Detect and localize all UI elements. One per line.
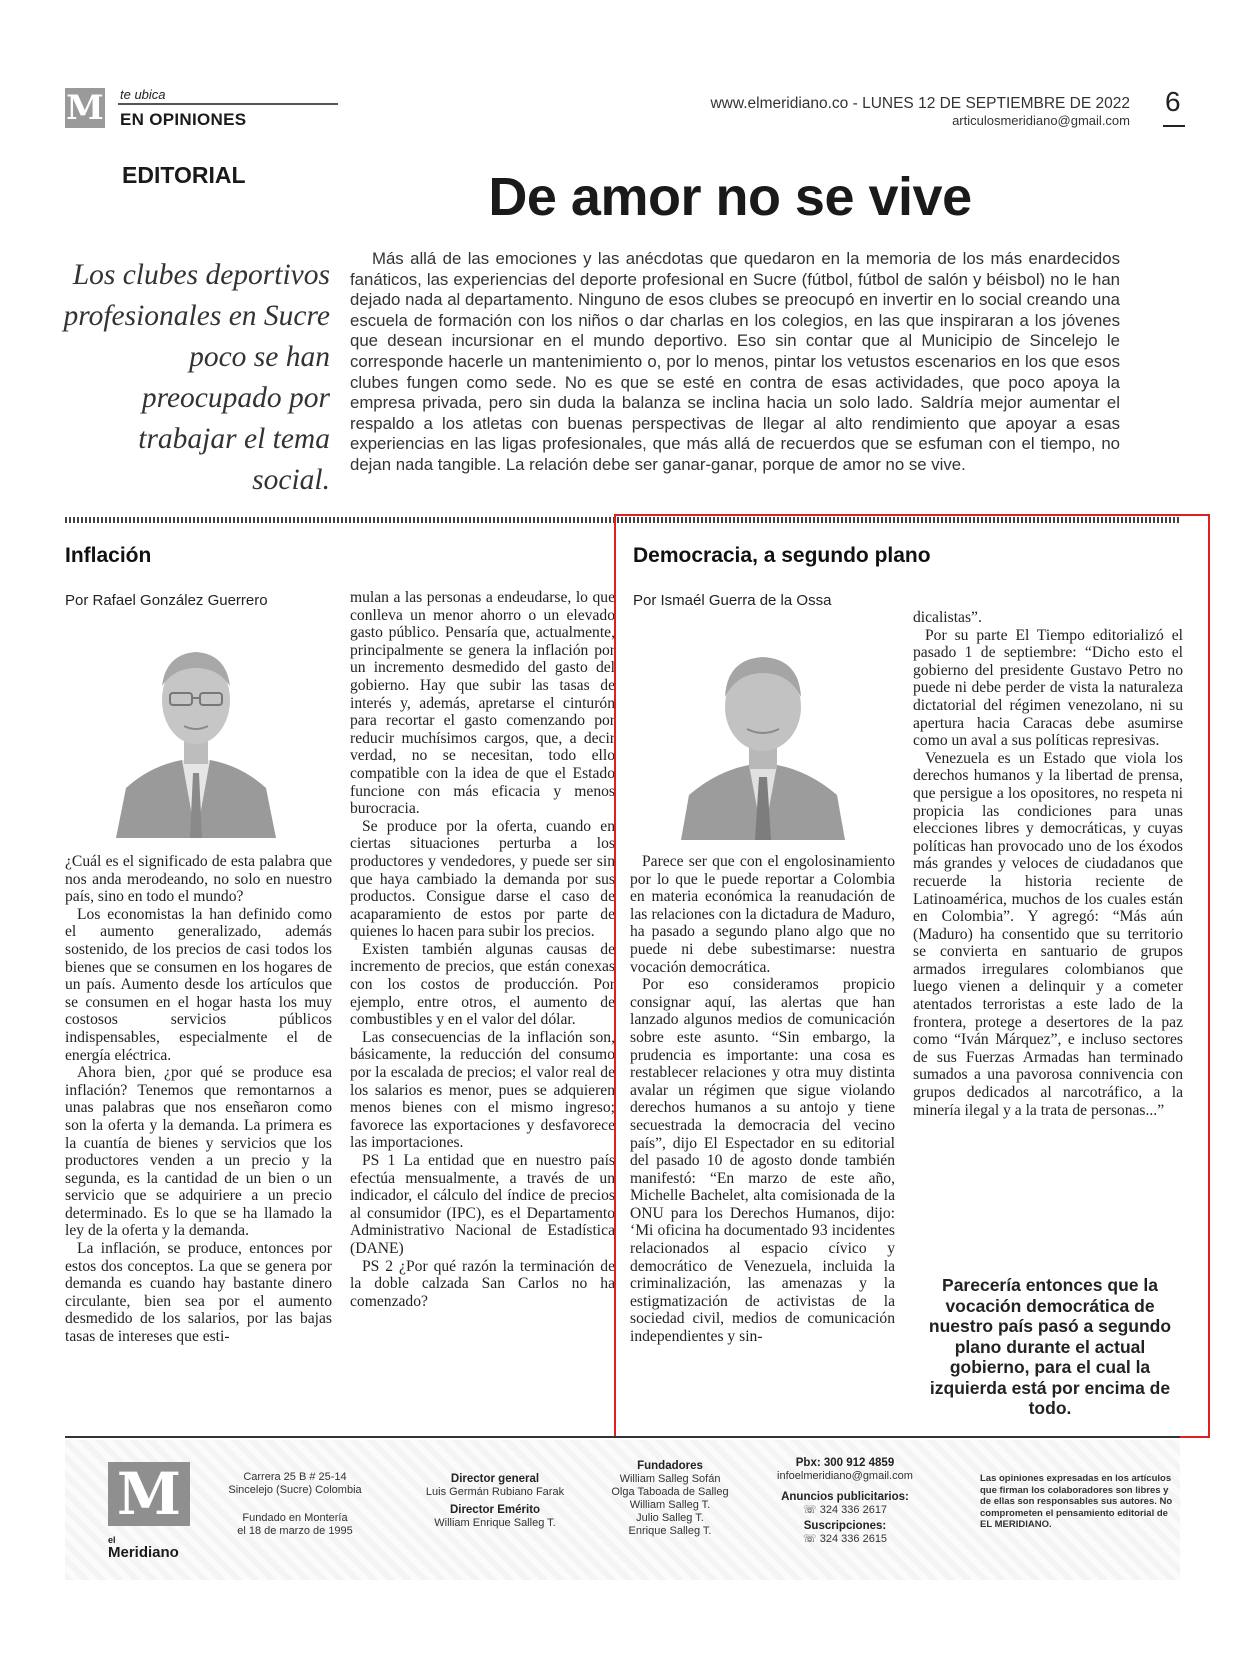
section-logo: M — [66, 88, 104, 128]
paragraph: Los economistas la han definido como el aumento generalizado, además sostenido, de los precios de casi todos los bienes que se consumen en los hogares de un país. Aumento desde los artículos que se consumen en el hogar hasta los muy costosos servicios públicos indispensables, especialmente el de energía eléctrica. — [65, 905, 332, 1064]
founded-line: Fundado en Montería — [242, 1512, 348, 1524]
info-email: infoelmeridiano@gmail.com — [777, 1470, 913, 1482]
header-date-line: www.elmeridiano.co - LUNES 12 DE SEPTIEMBRE DE 2022 — [710, 95, 1130, 112]
paragraph: Ahora bien, ¿por qué se produce esa inflación? Tenemos que remontarnos a unas palabras que nos enseñaron como son la oferta y la demanda. La primera es la cuantía de bienes y servicios que los productores venden a un precio y la segunda, es la cantidad de un bien o un servicio que se adquiriere a un precio determinado. Es lo que se ha llamado la ley de la oferta y la demanda. — [65, 1064, 332, 1240]
page-number-rule — [1163, 125, 1185, 127]
founders-label: Fundadores — [637, 1460, 703, 1472]
founded-line: el 18 de marzo de 1995 — [237, 1525, 353, 1537]
founder-name: William Salleg Sofán — [619, 1473, 721, 1485]
whatsapp-icon: ☏ — [802, 1533, 817, 1545]
paragraph: mulan a las personas a endeudarse, lo que conlleva un menor ahorro o un elevado gasto público. Pensaría que, actualmente, principalmente se genera la inflación por un incremento desmedido del gasto del gobierno. Hay que subir las tasas de interés y, además, apretarse el cinturón para recortar el gasto comenzando por reducir muchísimos cargos, que, a decir verdad, no se necesitan, todo ello compatible con la idea de que el Estado funcione con más eficacia y menos burocracia. — [350, 589, 615, 818]
section-name: EN OPINIONES — [120, 110, 247, 129]
paragraph: Parece ser que con el engolosinamiento por lo que le puede reportar a Colombia en materia económica la reanudación de las relaciones con la dictadura de Maduro, ha pasado a segundo plano algo que no puede ni debe subestimarse: nuestra vocación democrática. — [630, 853, 895, 976]
article-column — [65, 853, 332, 1346]
section-rule — [118, 103, 338, 105]
ads-phone-row — [755, 1504, 935, 1517]
article-column — [350, 589, 615, 1310]
footer-address — [215, 1471, 375, 1497]
footer-founders — [590, 1460, 750, 1538]
whatsapp-icon: ☏ — [802, 1504, 817, 1516]
footer-brand-small: el — [108, 1535, 116, 1545]
paragraph: Por eso consideramos propicio consignar aquí, las alertas que han lanzado algunos medios de comunicación sobre este asunto. “Sin embargo, la prudencia es importante: una cosa es restablecer relaciones y otra muy distinta avalar un régimen que sigue violando derechos humanos a su antojo y tiene secuestrada la democracia del vecino país”, dijo El Espectador en su editorial del pasado 10 de agosto donde también manifestó: “En marzo de este año, Michelle Bachelet, alta comisionada de la ONU para los Derechos Humanos, dijo: ‘Mi oficina ha documentado 93 incidentes relacionados al espacio cívico y democrático de Venezuela, incluida la criminalización, las amenazas y la estigmatización de activistas de la sociedad civil, medios de comunicación independientes y sin- — [630, 976, 895, 1346]
paragraph: Las consecuencias de la inflación son, básicamente, la reducción del consumo por la escalada de precios; el valor real de los salarios es menor, pues se adquieren menos bienes con el mismo ingreso; favorece las exportaciones y desfavorece las importaciones. — [350, 1028, 615, 1152]
ads-phone: 324 336 2617 — [819, 1504, 888, 1516]
article-title-inflacion: Inflación — [65, 544, 152, 567]
editorial-pull-quote: Los clubes deportivos profesionales en Sucre poco se han preocupado por trabajar el tema social. — [63, 259, 330, 496]
article-pull-quote: Parecería entonces que la vocación democrática de nuestro país pasó a segundo plano durante el actual gobierno, para el cual la izquierda está por encima de todo. — [928, 1275, 1172, 1418]
founder-name: Enrique Salleg T. — [628, 1525, 712, 1537]
subs-phone: 324 336 2615 — [819, 1533, 888, 1545]
founder-name: William Salleg T. — [629, 1499, 711, 1511]
subs-phone-row — [755, 1533, 935, 1546]
ads-label: Anuncios publicitarios: — [781, 1491, 909, 1503]
editorial-label: EDITORIAL — [122, 162, 246, 188]
paragraph: Existen también algunas causas de incremento de precios, que están conexas con los costos de producción. Por ejemplo, entre otros, el aumento de combustibles y en el valor del dólar. — [350, 940, 615, 1029]
subs-label: Suscripciones: — [803, 1520, 887, 1532]
footer-brand: Meridiano — [108, 1544, 179, 1561]
article-column — [630, 853, 895, 1346]
address-line: Carrera 25 B # 25-14 — [243, 1471, 347, 1483]
article-byline: Por Ismaél Guerra de la Ossa — [633, 592, 832, 609]
article-title-democracia: Democracia, a segundo plano — [633, 544, 931, 567]
footer-directors — [405, 1473, 585, 1530]
paragraph: ¿Cuál es el significado de esta palabra que nos anda merodeando, no solo en nuestro país, sino en todo el mundo? — [65, 853, 332, 906]
editorial-body: Más allá de las emociones y las anécdotas que quedaron en la memoria de los más enardecidos fanáticos, las experiencias del deporte profesional en Sucre (fútbol, fútbol de salón y béisbol) no le han dejado nada al departamento. Ninguno de esos clubes se preocupó en invertir en lo social creando una escuela de formación con los niños o dar charlas en los colegios, en las que inspiraran a los jóvenes que desean incursionar en el mundo deportivo. Eso sin contar que al Municipio de Sincelejo le corresponde hacerle un mantenimiento o, por lo menos, pintar los vetustos escenarios en los que esos clubes fungen como sede. No es que se esté en contra de esas actividades, que poco apoya la empresa privada, pero sin duda la balanza se inclina hacia un solo lado. Saldría mejor aumentar el respaldo a los atletas con buenas perspectivas de llegar al alto rendimiento que apoyar a esas experiencias en las ligas profesionales, que más allá de recuerdos que se esfuman con el tiempo, no dejan nada tangible. La relación debe ser ganar-ganar, porque de amor no se vive. — [350, 249, 1120, 474]
author-photo — [677, 645, 849, 840]
paragraph: La inflación, se produce, entonces por estos dos conceptos. La que se genera por demanda es cuando hay bastante dinero circulante, bien sea por el aumento desmedido de los salarios, por las bajas tasas de intereses que esti- — [65, 1240, 332, 1346]
section-kicker: te ubica — [120, 87, 166, 102]
emeritus-name: William Enrique Salleg T. — [434, 1517, 556, 1529]
director-name: Luis Germán Rubiano Farak — [425, 1486, 565, 1498]
founder-name: Olga Taboada de Salleg — [611, 1486, 729, 1498]
article-column — [913, 609, 1183, 1119]
paragraph: PS 1 La entidad que en nuestro país efectúa mensualmente, a través de un indicador, el cálculo del índice de precios al consumidor (IPC), es el Departamento Administrativo Nacional de Estadística (DANE) — [350, 1152, 615, 1257]
article-byline: Por Rafael González Guerrero — [65, 592, 268, 609]
page-number: 6 — [1165, 86, 1181, 117]
footer-founded — [215, 1512, 375, 1538]
paragraph: dicalistas”. — [913, 609, 982, 626]
footer-rule — [65, 1436, 1180, 1438]
address-line: Sincelejo (Sucre) Colombia — [228, 1484, 362, 1496]
footer-contact — [755, 1457, 935, 1546]
director-label: Director general — [450, 1473, 540, 1485]
paragraph: Por su parte El Tiempo editorializó el pasado 1 de septiembre: “Dicho esto el gobierno del presidente Gustavo Petro no puede ni debe perder de vista la naturaleza dictatorial del régimen venezolano, ni su apertura hacia Caracas debe asumirse como un aval a sus políticas represivas. — [913, 626, 1183, 750]
author-photo — [110, 638, 282, 838]
emeritus-label: Director Emérito — [449, 1504, 541, 1516]
footer-logo: M — [108, 1462, 190, 1526]
founder-name: Julio Salleg T. — [636, 1512, 704, 1524]
paragraph: PS 2 ¿Por qué razón la terminación de la doble calzada San Carlos no ha comenzado? — [350, 1257, 615, 1310]
header-email: articulosmeridiano@gmail.com — [952, 113, 1130, 128]
footer-disclaimer: Las opiniones expresadas en los artículos que firman los colaboradores son libres y de ellas son responsables sus autores. No comprometen el pensamiento editorial de EL MERIDIANO. — [980, 1473, 1173, 1530]
editorial-title: De amor no se vive — [488, 167, 972, 227]
paragraph: Se produce por la oferta, cuando en ciertas situaciones perturba a los productores y vendedores, y puede ser sin que haya cambiado la demanda por sus productos. Consigue darse el caso de acaparamiento de estos por parte de quienes lo hacen para subir los precios. — [350, 817, 615, 941]
paragraph: Venezuela es un Estado que viola los derechos humanos y la libertad de prensa, que persigue a los opositores, no respeta ni propicia las condiciones para unas elecciones libres y democráticas, y cuyas políticas han provocado uno de los éxodos más grandes y veloces de ciudadanos que recuerde la historia reciente de Latinoamérica, muchos de los cuales están en Colombia”. Y agregó: “Más aún (Maduro) ha consentido que su territorio se convierta en santuario de grupos armados irregulares colombianos que luego vienen a delinquir y a cometer atentados terroristas a este lado de la frontera, protege a desertores de la paz como “Iván Márquez”, e incluso sectores de sus Fuerzas Armadas han terminado sumados a una pavorosa connivencia con grupos dedicados al narcotráfico, a la minería ilegal y a la trata de personas...” — [913, 749, 1183, 1119]
pbx: Pbx: 300 912 4859 — [795, 1457, 895, 1469]
